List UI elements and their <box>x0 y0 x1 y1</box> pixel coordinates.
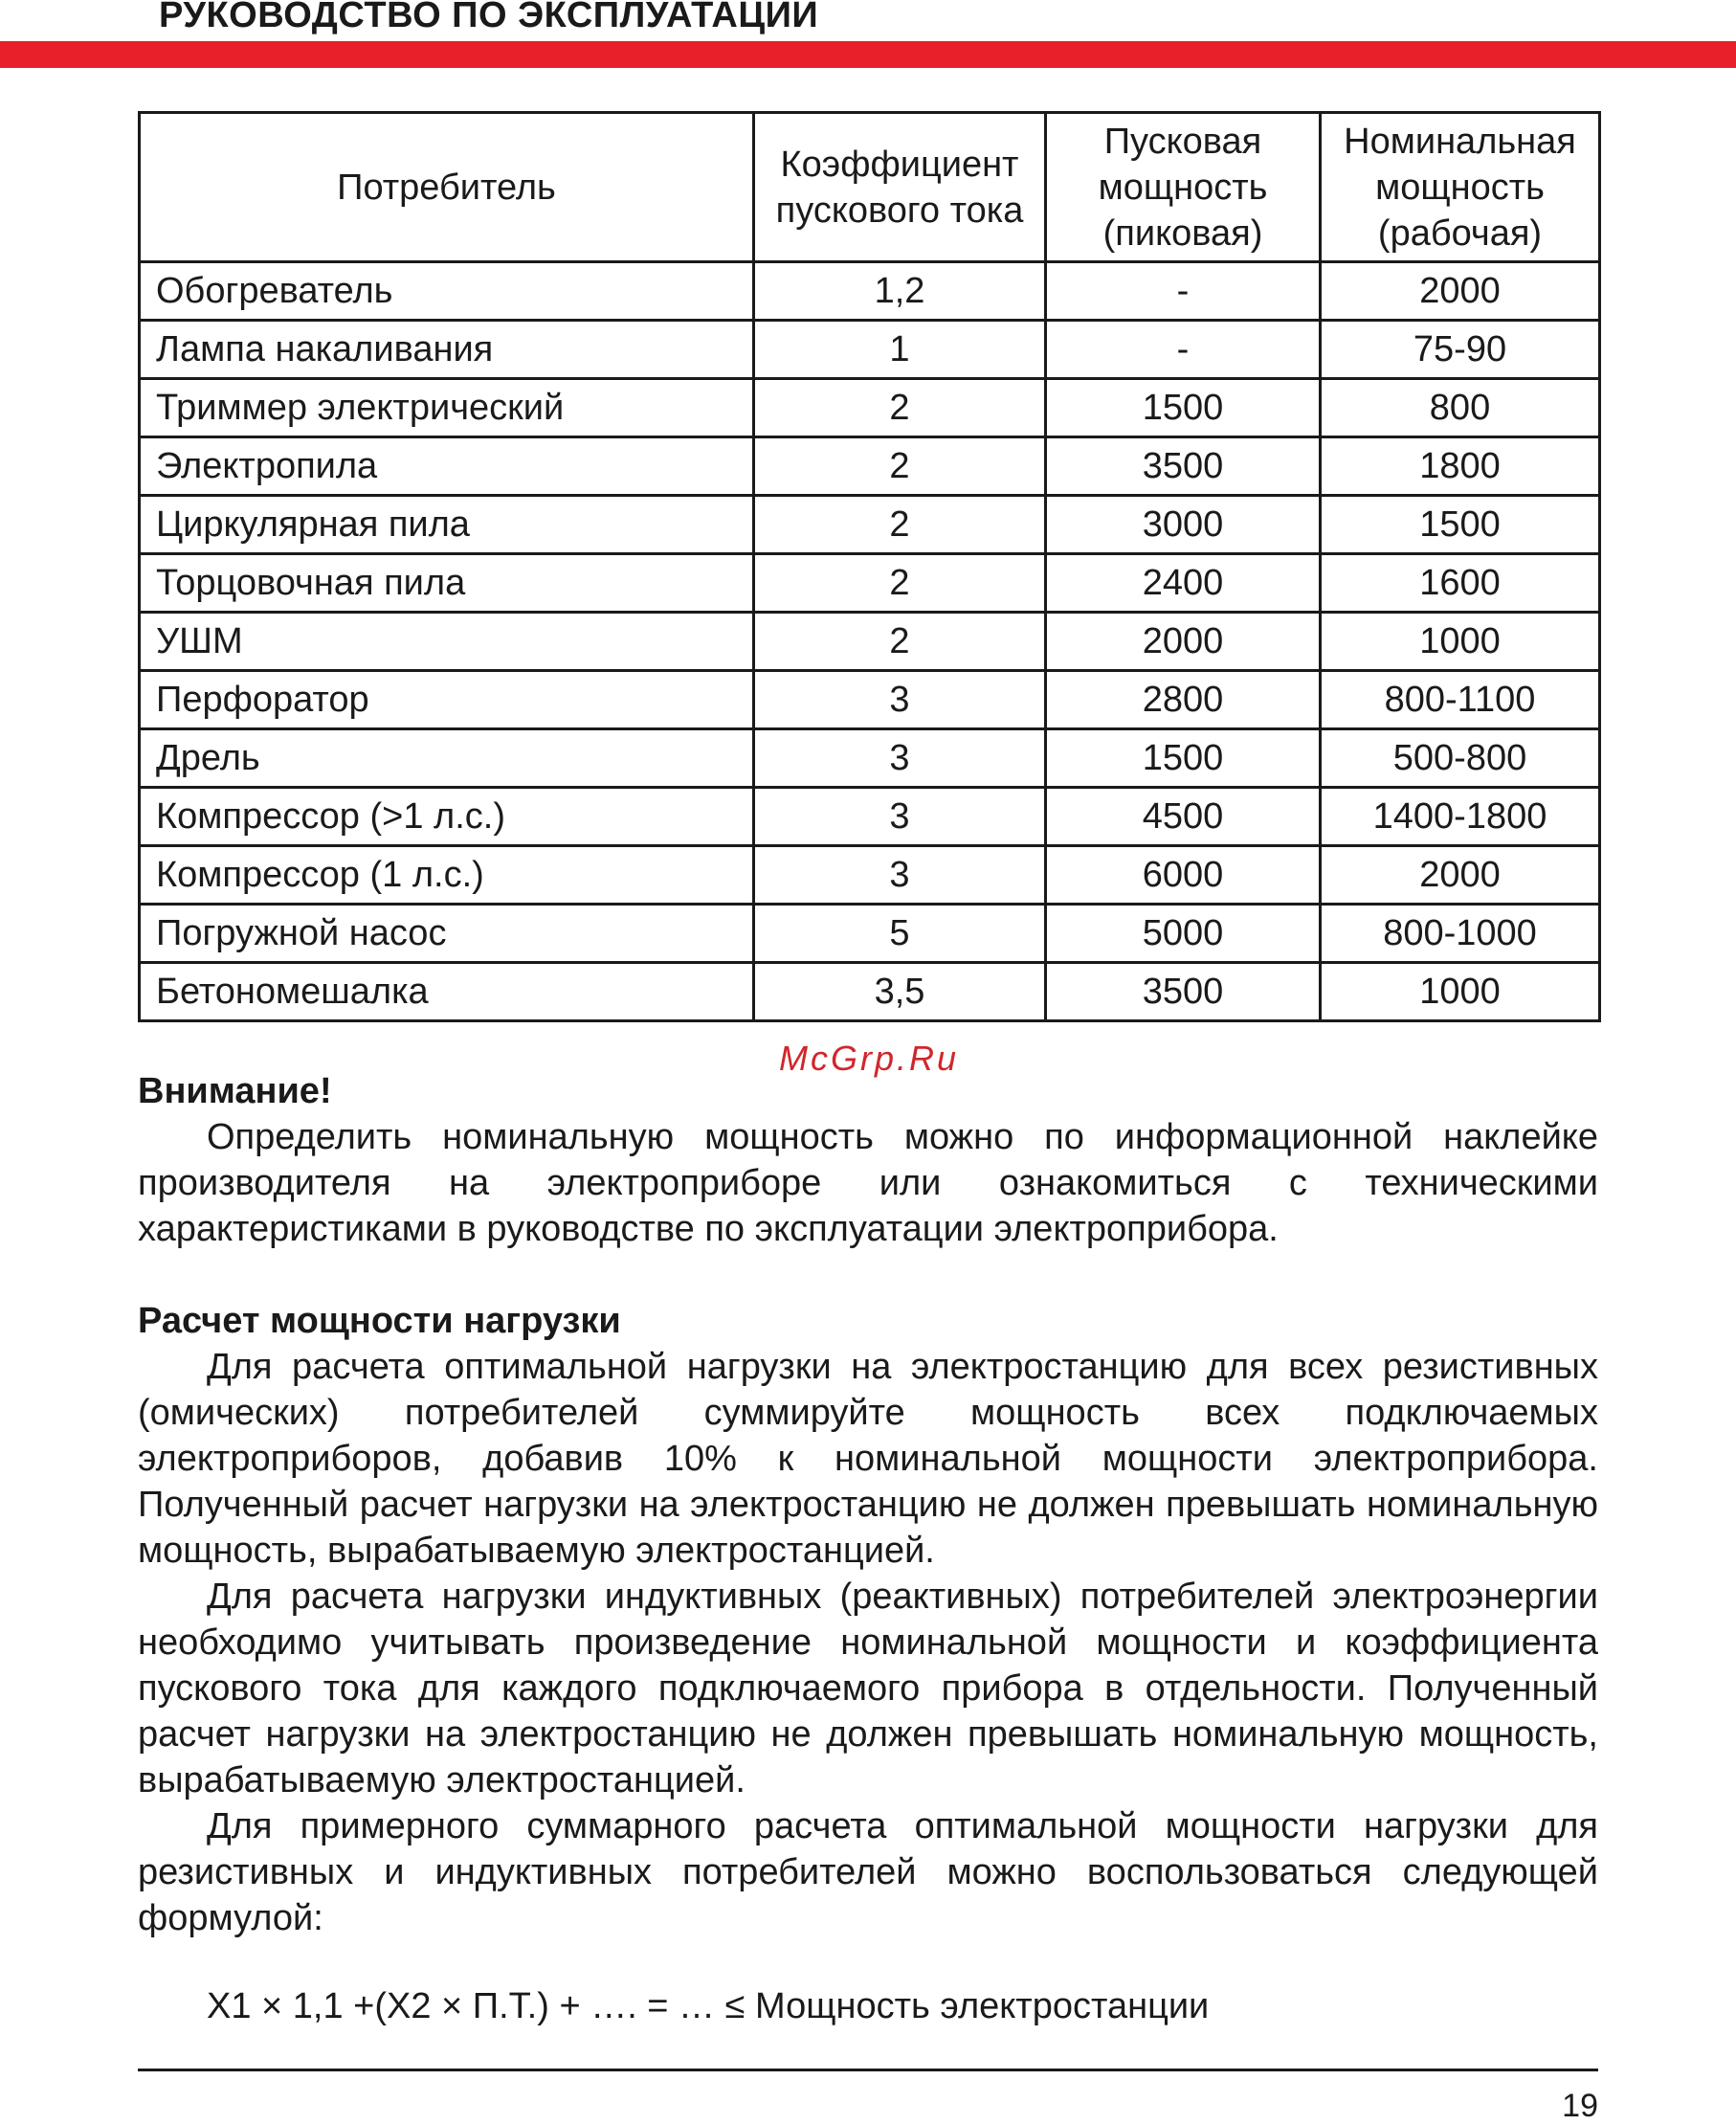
consumer-name: Компрессор (>1 л.с.) <box>140 788 754 846</box>
inrush-coefficient: 3 <box>754 729 1046 788</box>
peak-power: - <box>1046 262 1321 321</box>
consumer-name: Погружной насос <box>140 905 754 963</box>
peak-power: 2800 <box>1046 671 1321 729</box>
header-inrush-coefficient <box>754 113 1046 262</box>
inrush-coefficient: 2 <box>754 613 1046 671</box>
rated-power: 1600 <box>1321 554 1600 613</box>
consumer-name: Компрессор (1 л.с.) <box>140 846 754 905</box>
table-row <box>140 379 1600 437</box>
peak-power: 3000 <box>1046 496 1321 554</box>
rated-power: 2000 <box>1321 262 1600 321</box>
attention-text: Определить номинальную мощность можно по информационной наклейке производителя на электроприборе или ознакомиться с техническими характеристиками в руководстве по эксплуатации электроприбора. <box>138 1117 1598 1249</box>
peak-power: - <box>1046 321 1321 379</box>
rated-power: 1000 <box>1321 963 1600 1021</box>
header-accent-bar <box>0 41 1736 68</box>
load-calculation-paragraph-resistive: Для расчета оптимальной нагрузки на электростанцию для всех резистивных (омических) потребителей суммируйте мощность всех подключаемых электроприборов, добавив 10% к номинальной мощности электроприбора. Полученный расчет нагрузки на электростанцию не должен превышать номинальную мощность, вырабатываемую электростанцией. <box>138 1347 1598 1571</box>
table-header-row <box>140 113 1600 262</box>
header-line: (пиковая) <box>1102 212 1263 254</box>
table-row <box>140 613 1600 671</box>
attention-section <box>138 1068 1598 1252</box>
load-calculation-paragraph-inductive: Для расчета нагрузки индуктивных (реактивных) потребителей электроэнергии необходимо учитывать произведение номинальной мощности и коэффициента пускового тока для каждого подключаемого прибора в отдельности. Полученный расчет нагрузки на электростанцию не должен превышать номинальную мощность, вырабатываемую электростанцией. <box>138 1577 1598 1801</box>
inrush-coefficient: 2 <box>754 554 1046 613</box>
header-line: мощность <box>1375 167 1545 208</box>
peak-power: 3500 <box>1046 963 1321 1021</box>
rated-power: 1500 <box>1321 496 1600 554</box>
consumers-table <box>138 111 1601 1022</box>
peak-power: 2000 <box>1046 613 1321 671</box>
consumer-name: Обогреватель <box>140 262 754 321</box>
inrush-coefficient: 3 <box>754 846 1046 905</box>
load-calculation-heading: Расчет мощности нагрузки <box>138 1301 621 1341</box>
consumer-name: Триммер электрический <box>140 379 754 437</box>
consumer-name: Дрель <box>140 729 754 788</box>
inrush-coefficient: 2 <box>754 496 1046 554</box>
table-row <box>140 846 1600 905</box>
header-line: Номинальная <box>1344 121 1576 162</box>
peak-power: 4500 <box>1046 788 1321 846</box>
page-number: 19 <box>1562 2088 1598 2124</box>
table-row <box>140 554 1600 613</box>
table-row <box>140 437 1600 496</box>
load-formula: X1 × 1,1 +(X2 × П.Т.) + …. = … ≤ Мощность электростанции <box>207 1986 1210 2026</box>
table-row <box>140 496 1600 554</box>
rated-power: 800 <box>1321 379 1600 437</box>
peak-power: 1500 <box>1046 379 1321 437</box>
inrush-coefficient: 5 <box>754 905 1046 963</box>
load-calculation-paragraph-formula-intro: Для примерного суммарного расчета оптимальной мощности нагрузки для резистивных и индуктивных потребителей можно воспользоваться следующей формулой: <box>138 1806 1598 1938</box>
rated-power: 800-1100 <box>1321 671 1600 729</box>
consumer-name: Перфоратор <box>140 671 754 729</box>
peak-power: 5000 <box>1046 905 1321 963</box>
rated-power: 1000 <box>1321 613 1600 671</box>
header-line: мощность <box>1098 167 1268 208</box>
consumer-name: Лампа накаливания <box>140 321 754 379</box>
header-line: (рабочая) <box>1377 212 1543 254</box>
rated-power: 800-1000 <box>1321 905 1600 963</box>
header-line: Пусковая <box>1103 121 1262 162</box>
rated-power: 1400-1800 <box>1321 788 1600 846</box>
consumer-name: Бетономешалка <box>140 963 754 1021</box>
header-rated-power <box>1321 113 1600 262</box>
consumer-name: Электропила <box>140 437 754 496</box>
table-row <box>140 963 1600 1021</box>
header-line: Потребитель <box>337 167 556 208</box>
consumer-name: УШМ <box>140 613 754 671</box>
inrush-coefficient: 3 <box>754 788 1046 846</box>
peak-power: 2400 <box>1046 554 1321 613</box>
header-consumer <box>140 113 754 262</box>
inrush-coefficient: 3 <box>754 671 1046 729</box>
table-row <box>140 788 1600 846</box>
table-row <box>140 729 1600 788</box>
footer-divider <box>138 2069 1598 2071</box>
header-peak-power <box>1046 113 1321 262</box>
table-row <box>140 262 1600 321</box>
inrush-coefficient: 1,2 <box>754 262 1046 321</box>
watermark: McGrp.Ru <box>779 1039 960 1078</box>
load-calculation-section <box>138 1298 1598 1941</box>
peak-power: 3500 <box>1046 437 1321 496</box>
consumer-name: Торцовочная пила <box>140 554 754 613</box>
attention-heading: Внимание! <box>138 1071 332 1111</box>
table-row <box>140 671 1600 729</box>
header-line: пускового тока <box>775 190 1024 231</box>
table-row <box>140 321 1600 379</box>
inrush-coefficient: 2 <box>754 437 1046 496</box>
peak-power: 1500 <box>1046 729 1321 788</box>
table-row <box>140 905 1600 963</box>
header-title: РУКОВОДСТВО ПО ЭКСПЛУАТАЦИИ <box>159 0 819 35</box>
peak-power: 6000 <box>1046 846 1321 905</box>
rated-power: 500-800 <box>1321 729 1600 788</box>
rated-power: 1800 <box>1321 437 1600 496</box>
consumer-name: Циркулярная пила <box>140 496 754 554</box>
inrush-coefficient: 2 <box>754 379 1046 437</box>
rated-power: 2000 <box>1321 846 1600 905</box>
inrush-coefficient: 1 <box>754 321 1046 379</box>
header-line: Коэффициент <box>780 144 1019 185</box>
rated-power: 75-90 <box>1321 321 1600 379</box>
inrush-coefficient: 3,5 <box>754 963 1046 1021</box>
